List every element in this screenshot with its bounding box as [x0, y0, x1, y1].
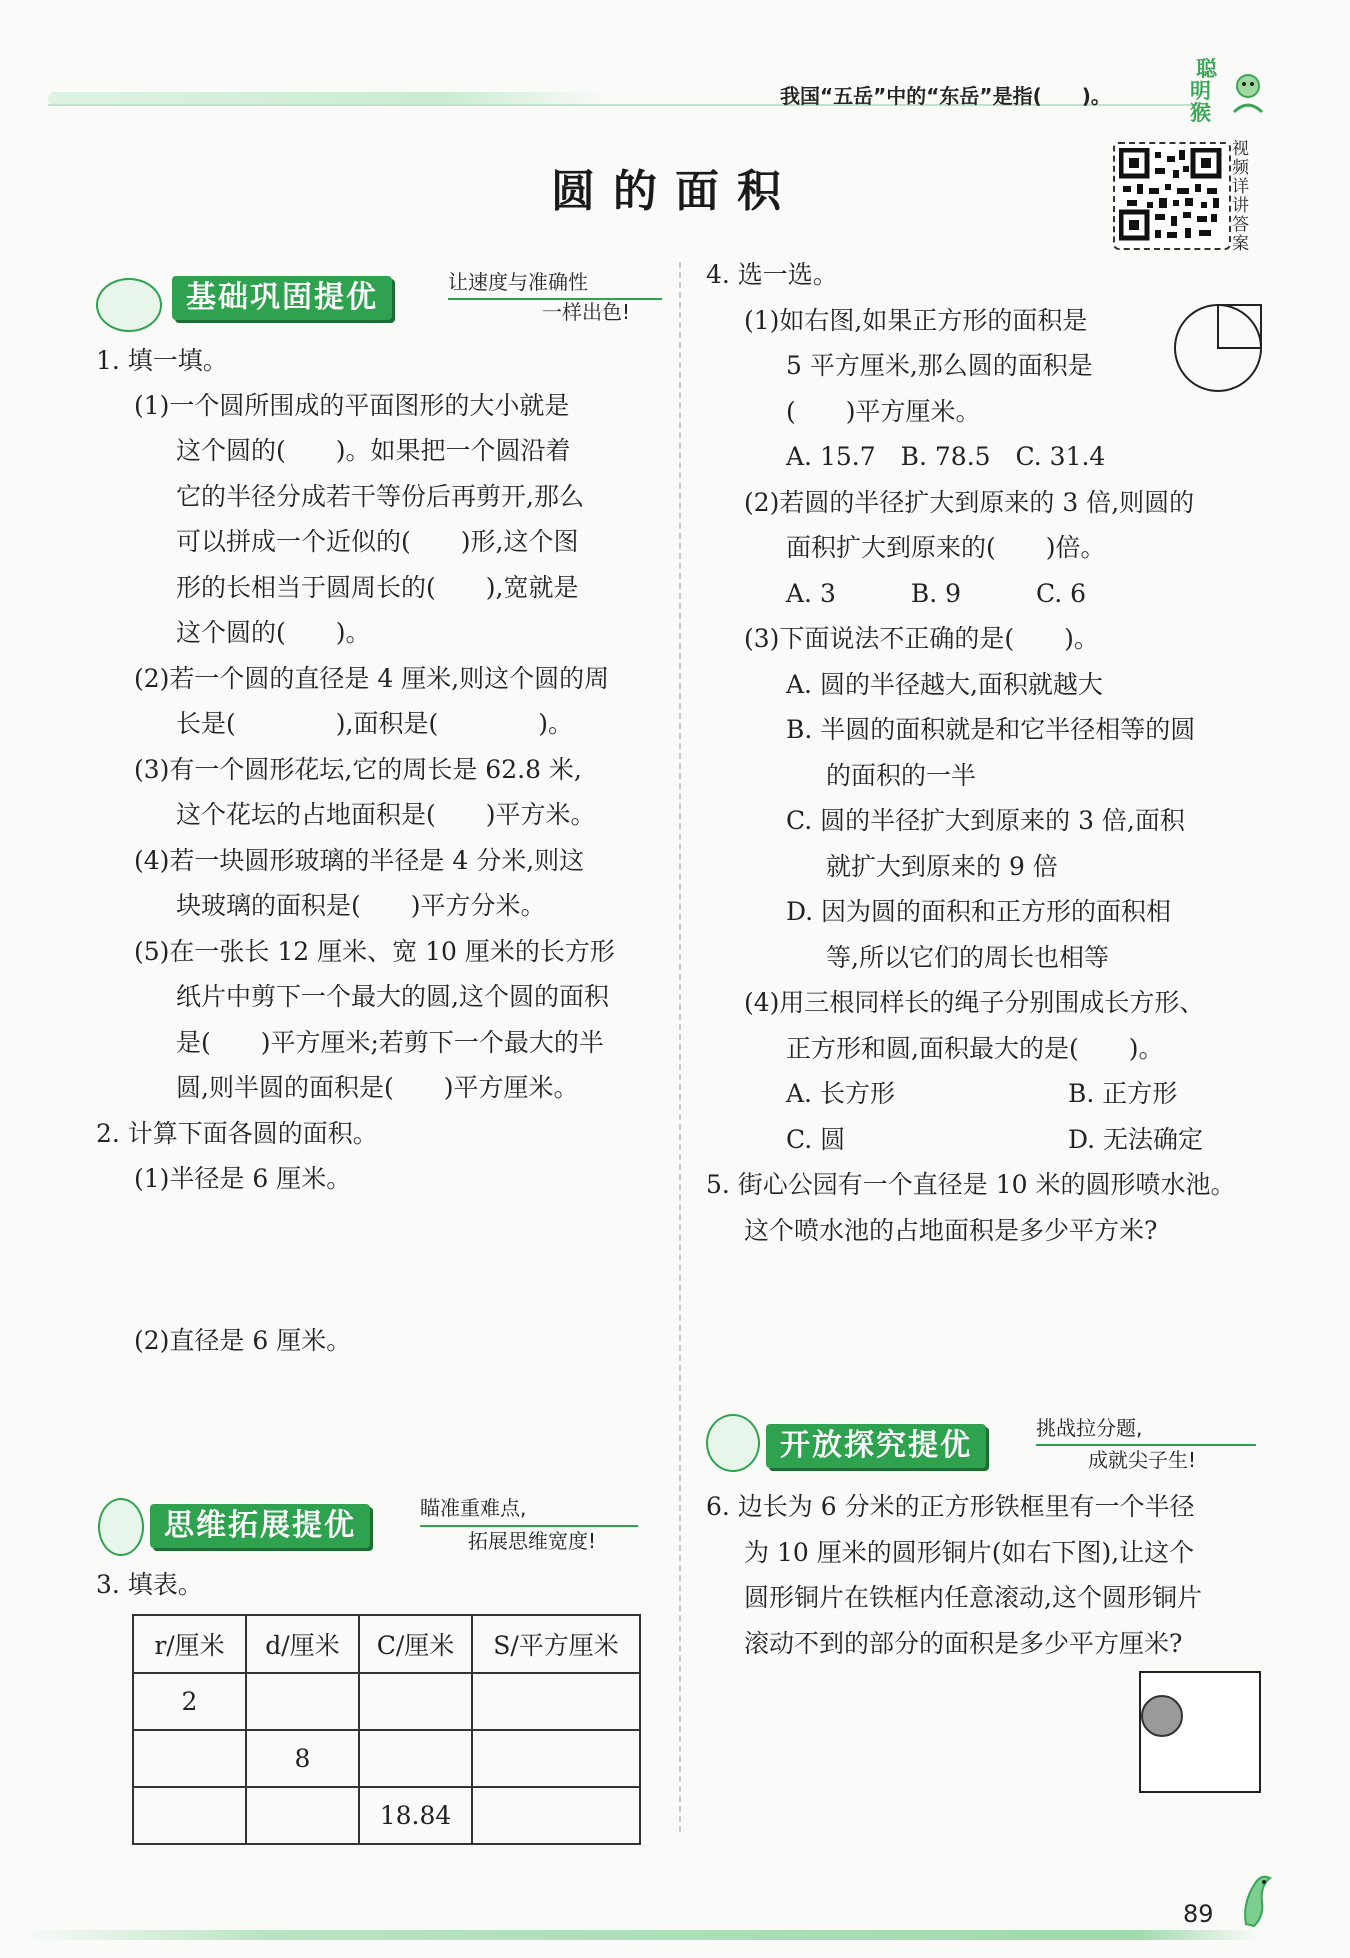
- qr-caption-char: 讲: [1232, 196, 1249, 216]
- question-line: (2)直径是 6 厘米。: [134, 1326, 352, 1355]
- question-line: 圆,则半圆的面积是( )平方厘米。: [176, 1073, 579, 1102]
- question-line: (2)若一个圆的直径是 4 厘米,则这个圆的周: [134, 664, 610, 693]
- brand-char: 猴: [1190, 101, 1211, 125]
- question-line: 这个喷水池的占地面积是多少平方米?: [744, 1216, 1158, 1245]
- question-line: 块玻璃的面积是( )平方分米。: [176, 891, 546, 920]
- question-line: 它的半径分成若干等份后再剪开,那么: [176, 482, 584, 511]
- answer-option: B. 正方形: [1068, 1079, 1178, 1108]
- answer-option: C. 圆的半径扩大到原来的 3 倍,面积: [786, 806, 1185, 835]
- answer-option: 等,所以它们的周长也相等: [826, 943, 1109, 972]
- question-line: 这个圆的( )。: [176, 618, 371, 647]
- section-slogan-thinking-1: 瞄准重难点,: [420, 1496, 527, 1520]
- trivia-question: 我国“五岳”中的“东岳”是指( )。: [780, 84, 1111, 108]
- question-line: 这个花坛的占地面积是( )平方米。: [176, 800, 596, 829]
- answer-option: C. 圆: [786, 1125, 846, 1154]
- question-line: (3)下面说法不正确的是( )。: [744, 624, 1099, 653]
- qr-caption-char: 视: [1232, 139, 1249, 159]
- question-line: 是( )平方厘米;若剪下一个最大的半: [176, 1028, 604, 1057]
- question-line: 圆形铜片在铁框内任意滚动,这个圆形铜片: [744, 1583, 1202, 1612]
- table-cell: [133, 1730, 246, 1787]
- brand-char: 明: [1190, 79, 1211, 103]
- table-header-row: [133, 1615, 640, 1673]
- answer-option: D. 因为圆的面积和正方形的面积相: [786, 897, 1172, 926]
- section-slogan-thinking-2: 拓展思维宽度!: [468, 1529, 597, 1553]
- section-banner-thinking: 思维拓展提优: [150, 1504, 370, 1548]
- section-slogan-open-1: 挑战拉分题,: [1036, 1416, 1143, 1440]
- question-line: (2)若圆的半径扩大到原来的 3 倍,则圆的: [744, 488, 1195, 517]
- qr-caption-char: 案: [1232, 234, 1249, 254]
- table-row: [133, 1730, 640, 1787]
- table-cell: 18.84: [359, 1787, 472, 1844]
- table-cell: [246, 1673, 359, 1730]
- circle-square-figure: [1172, 300, 1264, 394]
- qr-caption-char: 答: [1232, 215, 1249, 235]
- table-cell: 2: [133, 1673, 246, 1730]
- table-cell: 8: [246, 1730, 359, 1787]
- qr-caption: [1232, 140, 1256, 254]
- answer-option: 的面积的一半: [826, 761, 977, 790]
- qr-code-icon[interactable]: [1113, 142, 1231, 250]
- table-cell: [359, 1730, 472, 1787]
- slogan-rule: [1036, 1444, 1256, 1446]
- slogan-rule: [448, 298, 662, 300]
- qr-caption-char: 详: [1232, 177, 1249, 197]
- mascot-skateboard-icon: [96, 278, 162, 332]
- question-line: 为 10 厘米的圆形铜片(如右下图),让这个: [744, 1538, 1195, 1567]
- answer-option: B. 半圆的面积就是和它半径相等的圆: [786, 715, 1196, 744]
- answer-option: A. 圆的半径越大,面积就越大: [786, 670, 1103, 699]
- answer-option: D. 无法确定: [1068, 1125, 1204, 1154]
- question-line: 滚动不到的部分的面积是多少平方厘米?: [744, 1629, 1183, 1658]
- footer-band: [20, 1930, 1260, 1940]
- answer-options: A. 15.7 B. 78.5 C. 31.4: [786, 442, 1106, 471]
- table-header-cell: r/厘米: [133, 1615, 246, 1673]
- section-slogan-basic-1: 让速度与准确性: [448, 270, 588, 294]
- question-line: 形的长相当于圆周长的( ),宽就是: [176, 573, 579, 602]
- question-line: 长是( ),面积是( )。: [176, 709, 573, 738]
- question-heading: 3. 填表。: [96, 1570, 203, 1599]
- question-line: 这个圆的( )。如果把一个圆沿着: [176, 436, 571, 465]
- frame-coin-figure: [1138, 1670, 1262, 1794]
- question-line: (4)若一块圆形玻璃的半径是 4 分米,则这: [134, 846, 585, 875]
- table-header-cell: d/厘米: [246, 1615, 359, 1673]
- question-heading: 6. 边长为 6 分米的正方形铁框里有一个半径: [706, 1492, 1195, 1521]
- monkey-icon: [1226, 72, 1268, 118]
- question-heading: 5. 街心公园有一个直径是 10 米的圆形喷水池。: [706, 1170, 1236, 1199]
- question-line: (1)半径是 6 厘米。: [134, 1164, 352, 1193]
- answer-option: A. 长方形: [786, 1079, 895, 1108]
- fill-in-table: [132, 1614, 641, 1845]
- question-line: (3)有一个圆形花坛,它的周长是 62.8 米,: [134, 755, 582, 784]
- table-cell: [472, 1673, 640, 1730]
- table-row: [133, 1787, 640, 1844]
- table-cell: [472, 1730, 640, 1787]
- page-number: 89: [1183, 1900, 1214, 1928]
- table-cell: [246, 1787, 359, 1844]
- section-banner-basic: 基础巩固提优: [172, 276, 392, 320]
- copper-disc-shape: [1142, 1696, 1182, 1736]
- question-line: 正方形和圆,面积最大的是( )。: [786, 1034, 1164, 1063]
- question-line: (1)一个圆所围成的平面图形的大小就是: [134, 391, 570, 420]
- question-line: ( )平方厘米。: [786, 397, 981, 426]
- section-banner-open: 开放探究提优: [766, 1424, 986, 1468]
- question-heading: 1. 填一填。: [96, 346, 228, 375]
- section-slogan-open-2: 成就尖子生!: [1088, 1448, 1197, 1472]
- column-divider: [679, 262, 681, 1832]
- brand-logo: [1190, 57, 1266, 128]
- question-line: 纸片中剪下一个最大的圆,这个圆的面积: [176, 982, 609, 1011]
- dolphin-icon: [1240, 1872, 1274, 1930]
- question-line: (1)如右图,如果正方形的面积是: [744, 306, 1088, 335]
- page-title: 圆的面积: [551, 166, 799, 217]
- mascot-jumping-icon: [706, 1414, 760, 1472]
- table-cell: [472, 1787, 640, 1844]
- brand-char: 聪: [1196, 57, 1217, 81]
- table-cell: [359, 1673, 472, 1730]
- mascot-reading-icon: [98, 1498, 144, 1556]
- question-line: (4)用三根同样长的绳子分别围成长方形、: [744, 988, 1205, 1017]
- qr-caption-char: 频: [1232, 158, 1249, 178]
- answer-options: A. 3 B. 9 C. 6: [786, 579, 1087, 608]
- question-line: 5 平方厘米,那么圆的面积是: [786, 351, 1093, 380]
- question-line: (5)在一张长 12 厘米、宽 10 厘米的长方形: [134, 937, 615, 966]
- section-slogan-basic-2: 一样出色!: [542, 300, 631, 324]
- question-line: 可以拼成一个近似的( )形,这个图: [176, 527, 579, 556]
- question-line: 面积扩大到原来的( )倍。: [786, 533, 1106, 562]
- answer-option: 就扩大到原来的 9 倍: [826, 852, 1058, 881]
- table-cell: [133, 1787, 246, 1844]
- question-heading: 2. 计算下面各圆的面积。: [96, 1119, 378, 1148]
- table-row: [133, 1673, 640, 1730]
- table-header-cell: S/平方厘米: [472, 1615, 640, 1673]
- table-header-cell: C/厘米: [359, 1615, 472, 1673]
- question-heading: 4. 选一选。: [706, 260, 838, 289]
- slogan-rule: [420, 1525, 638, 1527]
